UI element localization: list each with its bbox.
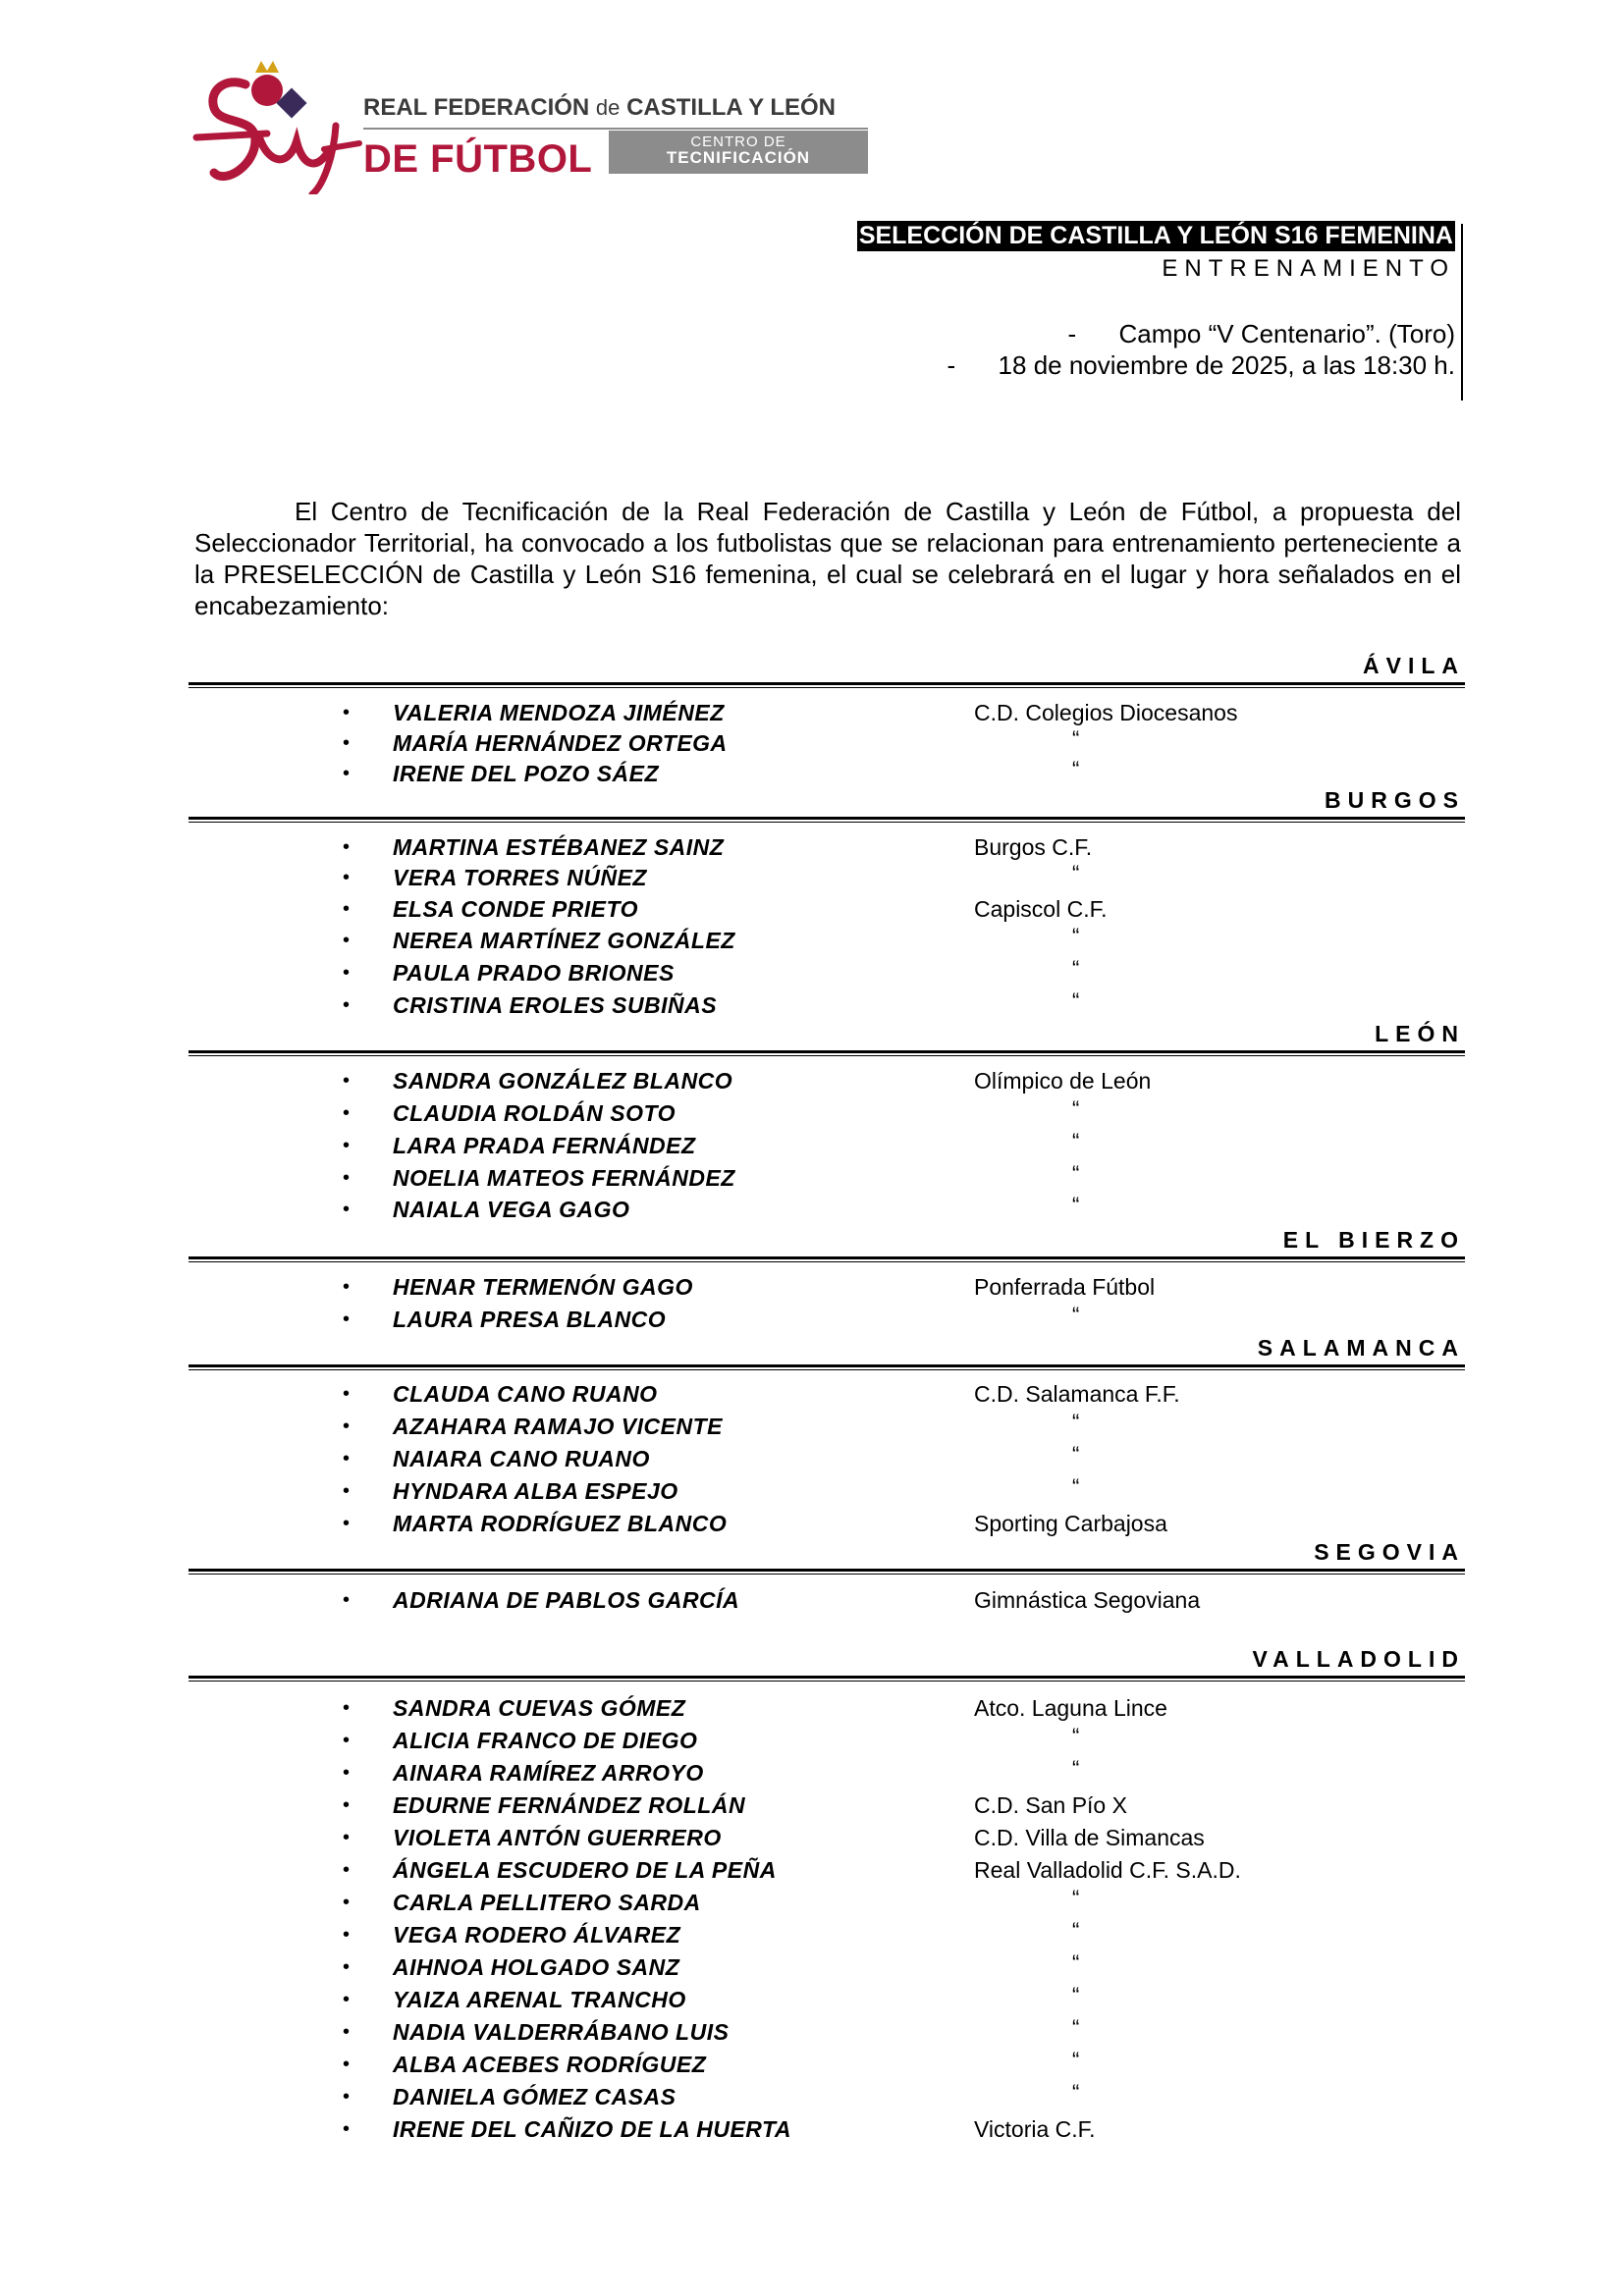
list-bullet: • (343, 1383, 351, 1405)
player-name: EDURNE FERNÁNDEZ ROLLÁN (393, 1792, 746, 1818)
player-name: NADIA VALDERRÁBANO LUIS (393, 2019, 730, 2045)
player-name: LAURA PRESA BLANCO (393, 1307, 667, 1332)
club-ditto-mark: “ (1072, 1193, 1080, 1217)
list-bullet: • (343, 2086, 351, 2108)
header-vertical-rule (1461, 224, 1463, 400)
player-name: MARTA RODRÍGUEZ BLANCO (393, 1511, 728, 1536)
player-name: VEGA RODERO ÁLVAREZ (393, 1922, 681, 1948)
player-name: ELSA CONDE PRIETO (393, 896, 639, 922)
club-ditto-mark: “ (1072, 1756, 1080, 1781)
list-bullet: • (343, 898, 351, 920)
player-name: HYNDARA ALBA ESPEJO (393, 1478, 678, 1504)
club-ditto-mark: “ (1072, 988, 1080, 1013)
list-bullet: • (343, 2021, 351, 2043)
player-club: Sporting Carbajosa (974, 1511, 1167, 1536)
list-bullet: • (343, 1924, 351, 1946)
player-name: NAIALA VEGA GAGO (393, 1197, 630, 1222)
player-club: Atco. Laguna Lince (974, 1695, 1167, 1721)
document-subtitle: ENTRENAMIENTO (1162, 255, 1455, 282)
venue-line: - Campo “V Centenario”. (Toro) (1067, 319, 1455, 348)
player-name: VALERIA MENDOZA JIMÉNEZ (393, 700, 725, 725)
province-heading: ÁVILA (1363, 653, 1465, 678)
list-bullet: • (343, 1859, 351, 1881)
club-ditto-mark: “ (1072, 726, 1080, 751)
province-heading: SALAMANCA (1257, 1335, 1465, 1361)
player-club: Olímpico de León (974, 1068, 1152, 1094)
player-club: Victoria C.F. (974, 2116, 1096, 2142)
list-bullet: • (343, 1070, 351, 1092)
player-name: MARTINA ESTÉBANEZ SAINZ (393, 834, 725, 860)
player-name: YAIZA ARENAL TRANCHO (393, 1987, 686, 2012)
player-name: NEREA MARTÍNEZ GONZÁLEZ (393, 928, 735, 953)
province-rule (189, 1256, 1465, 1262)
list-bullet: • (343, 962, 351, 984)
province-heading: VALLADOLID (1252, 1646, 1465, 1672)
document-title: SELECCIÓN DE CASTILLA Y LEÓN S16 FEMENINA (858, 222, 1453, 249)
player-club: Real Valladolid C.F. S.A.D. (974, 1857, 1241, 1883)
player-name: SANDRA GONZÁLEZ BLANCO (393, 1068, 733, 1094)
club-ditto-mark: “ (1072, 1303, 1080, 1327)
list-bullet: • (343, 836, 351, 858)
list-bullet: • (343, 867, 351, 888)
province-rule (189, 1569, 1465, 1575)
club-ditto-mark: “ (1072, 1950, 1080, 1975)
list-bullet: • (343, 1135, 351, 1156)
province-heading: SEGOVIA (1314, 1539, 1465, 1565)
province-rule (189, 1364, 1465, 1370)
club-ditto-mark: “ (1072, 1886, 1080, 1910)
list-bullet: • (343, 2054, 351, 2075)
player-club: Ponferrada Fútbol (974, 1274, 1156, 1300)
club-ditto-mark: “ (1072, 1129, 1080, 1153)
list-bullet: • (343, 1827, 351, 1848)
player-name: ALICIA FRANCO DE DIEGO (393, 1728, 698, 1753)
player-name: IRENE DEL CAÑIZO DE LA HUERTA (393, 2116, 791, 2142)
player-name: CLAUDA CANO RUANO (393, 1381, 658, 1407)
list-bullet: • (343, 1989, 351, 2010)
club-ditto-mark: “ (1072, 1918, 1080, 1943)
player-name: NOELIA MATEOS FERNÁNDEZ (393, 1165, 735, 1191)
list-bullet: • (343, 2118, 351, 2140)
player-name: ADRIANA DE PABLOS GARCÍA (393, 1587, 740, 1613)
list-bullet: • (343, 1480, 351, 1502)
player-name: CARLA PELLITERO SARDA (393, 1890, 701, 1915)
province-rule (189, 817, 1465, 823)
list-bullet: • (343, 702, 351, 723)
province-rule (189, 682, 1465, 688)
player-club: C.D. Colegios Diocesanos (974, 700, 1238, 725)
list-bullet: • (343, 763, 351, 784)
club-ditto-mark: “ (1072, 1161, 1080, 1186)
player-name: SANDRA CUEVAS GÓMEZ (393, 1695, 686, 1721)
list-bullet: • (343, 1448, 351, 1469)
player-name: AINARA RAMÍREZ ARROYO (393, 1760, 704, 1786)
club-ditto-mark: “ (1072, 1983, 1080, 2007)
player-club: C.D. San Pío X (974, 1792, 1127, 1818)
intro-paragraph: El Centro de Tecnificación de la Real Federación de Castilla y León de Fútbol, a propuesta del Seleccionador Territorial, ha convocado a los futbolistas que se relacionan para entrenamiento perteneciente a la PRESELECCIÓN de Castilla y León S16 femenina, el cual se celebrará en el lugar y hora señalados en el encabezamiento: (194, 497, 1461, 620)
province-rule (189, 1676, 1465, 1682)
player-name: LARA PRADA FERNÁNDEZ (393, 1133, 696, 1158)
list-bullet: • (343, 1199, 351, 1220)
club-ditto-mark: “ (1072, 861, 1080, 885)
player-club: Capiscol C.F. (974, 896, 1108, 922)
player-name: IRENE DEL POZO SÁEZ (393, 761, 660, 786)
logo-rule (363, 128, 868, 130)
club-ditto-mark: “ (1072, 924, 1080, 948)
player-name: ALBA ACEBES RODRÍGUEZ (393, 2052, 707, 2077)
player-name: AZAHARA RAMAJO VICENTE (393, 1414, 723, 1439)
player-club: Burgos C.F. (974, 834, 1093, 860)
player-club: C.D. Villa de Simancas (974, 1825, 1205, 1850)
list-bullet: • (343, 1697, 351, 1719)
list-bullet: • (343, 1762, 351, 1784)
player-name: CLAUDIA ROLDÁN SOTO (393, 1100, 677, 1126)
player-name: VERA TORRES NÚÑEZ (393, 865, 647, 890)
player-name: MARÍA HERNÁNDEZ ORTEGA (393, 730, 728, 756)
list-bullet: • (343, 1308, 351, 1330)
logo-tecnificacion-box: CENTRO DE TECNIFICACIÓN (609, 131, 868, 174)
player-name: VIOLETA ANTÓN GUERRERO (393, 1825, 722, 1850)
player-club: C.D. Salamanca F.F. (974, 1381, 1180, 1407)
club-ditto-mark: “ (1072, 2048, 1080, 2072)
list-bullet: • (343, 1730, 351, 1751)
list-bullet: • (343, 994, 351, 1016)
club-ditto-mark: “ (1072, 2080, 1080, 2105)
province-heading: LEÓN (1375, 1021, 1465, 1046)
player-name: DANIELA GÓMEZ CASAS (393, 2084, 677, 2109)
fcylf-monogram-icon (187, 47, 363, 194)
club-ditto-mark: “ (1072, 1096, 1080, 1121)
list-bullet: • (343, 1794, 351, 1816)
club-ditto-mark: “ (1072, 1410, 1080, 1434)
player-name: HENAR TERMENÓN GAGO (393, 1274, 693, 1300)
list-bullet: • (343, 1513, 351, 1534)
list-bullet: • (343, 930, 351, 951)
list-bullet: • (343, 732, 351, 754)
club-ditto-mark: “ (1072, 757, 1080, 781)
date-line: - 18 de noviembre de 2025, a las 18:30 h. (947, 350, 1455, 380)
player-club: Gimnástica Segoviana (974, 1587, 1201, 1613)
province-heading: BURGOS (1325, 787, 1465, 813)
club-ditto-mark: “ (1072, 1474, 1080, 1499)
list-bullet: • (343, 1589, 351, 1611)
list-bullet: • (343, 1415, 351, 1437)
province-heading: EL BIERZO (1282, 1227, 1465, 1253)
club-ditto-mark: “ (1072, 956, 1080, 981)
club-ditto-mark: “ (1072, 1724, 1080, 1748)
list-bullet: • (343, 1167, 351, 1189)
player-name: NAIARA CANO RUANO (393, 1446, 650, 1471)
logo-line2: DE FÚTBOL (363, 137, 593, 181)
province-rule (189, 1050, 1465, 1056)
list-bullet: • (343, 1102, 351, 1124)
list-bullet: • (343, 1276, 351, 1298)
player-name: ÁNGELA ESCUDERO DE LA PEÑA (393, 1857, 777, 1883)
player-name: PAULA PRADO BRIONES (393, 960, 675, 986)
club-ditto-mark: “ (1072, 2015, 1080, 2040)
logo-line1: REAL FEDERACIÓN de CASTILLA Y LEÓN (363, 94, 836, 121)
player-name: AIHNOA HOLGADO SANZ (393, 1954, 680, 1980)
player-name: CRISTINA EROLES SUBIÑAS (393, 992, 718, 1018)
list-bullet: • (343, 1892, 351, 1913)
list-bullet: • (343, 1956, 351, 1978)
club-ditto-mark: “ (1072, 1442, 1080, 1467)
